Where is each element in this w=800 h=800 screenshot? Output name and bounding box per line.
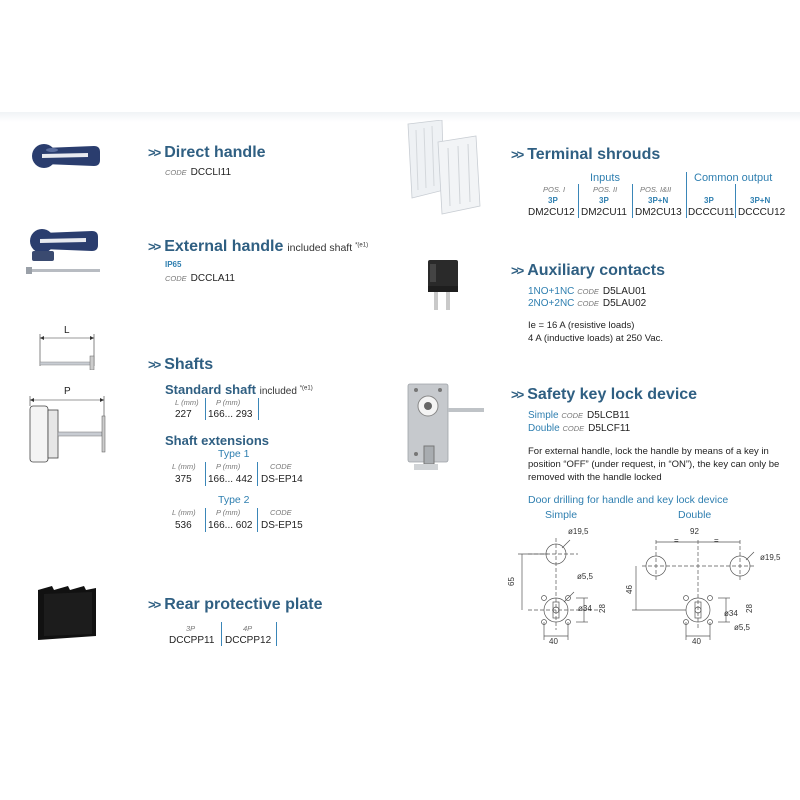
double-dim-h46: 46 <box>624 585 634 594</box>
drilling-simple-label: Simple <box>545 509 578 521</box>
ts-pos-2: POS. II <box>593 185 618 194</box>
type1-code-value: DS-EP14 <box>261 474 303 485</box>
double-dim-w40: 40 <box>692 637 701 646</box>
shafts-title: >> Shafts <box>148 356 214 373</box>
rear-plate-image <box>34 580 100 644</box>
type2-l-label: L (mm) <box>172 508 196 517</box>
simple-dim-d34: ø34 <box>578 604 592 613</box>
aux-contact-image <box>424 258 464 320</box>
key-lock-desc-2: position “OFF” (under request, in “ON”), the key can only be <box>528 459 780 470</box>
key-lock-double: Double CODE D5LCF11 <box>528 423 631 434</box>
simple-dim-d19: ø19,5 <box>568 527 589 536</box>
double-dim-w92: 92 <box>690 527 699 536</box>
direct-handle-code: CODE DCCLI11 <box>165 167 232 178</box>
simple-dim-h65: 65 <box>506 577 516 586</box>
external-handle-code: CODE DCCLA11 <box>165 273 235 284</box>
ts-poles-1: 3P <box>548 196 558 205</box>
rear-plate-title: >> Rear protective plate <box>148 596 323 613</box>
terminal-shrouds-title: >> Terminal shrouds <box>511 146 661 163</box>
key-lock-desc-1: For external handle, lock the handle by means of a key in <box>528 446 769 457</box>
rear-3p-label: 3P <box>186 624 196 633</box>
aux-item-1: 1NO+1NC CODE D5LAU01 <box>528 286 647 297</box>
key-lock-simple: Simple CODE D5LCB11 <box>528 410 630 421</box>
std-p-label: P (mm) <box>216 398 241 407</box>
ts-code-3: DM2CU13 <box>635 207 682 218</box>
simple-dim-w40: 40 <box>549 637 558 646</box>
std-p-value: 166... 293 <box>208 409 253 420</box>
ts-code-1: DM2CU12 <box>528 207 575 218</box>
ts-poles-4: 3P <box>704 196 714 205</box>
rear-3p-code: DCCPP11 <box>169 635 215 646</box>
ip-rating: IP65 <box>165 260 182 269</box>
rear-4p-label: 4P <box>243 624 253 633</box>
double-dim-d34: ø34 <box>724 609 738 618</box>
type2-code-value: DS-EP15 <box>261 520 303 531</box>
shaft-p-diagram <box>26 394 108 466</box>
external-handle-title: >> External handle included shaft $^{*(e1)}$ <box>148 238 369 255</box>
ts-pos-1: POS. I <box>543 185 566 194</box>
common-output-label: Common output <box>694 172 773 184</box>
std-l-label: L (mm) <box>175 398 199 407</box>
simple-drilling-diagram <box>508 522 620 654</box>
type1-l-label: L (mm) <box>172 462 196 471</box>
double-dim-w28: 28 <box>744 604 754 613</box>
drilling-title: Door drilling for handle and key lock device <box>528 494 729 506</box>
type2-label: Type 2 <box>218 494 250 506</box>
double-dim-d19: ø19,5 <box>760 553 781 562</box>
direct-handle-image <box>30 138 102 174</box>
ts-code-4: DCCCU11 <box>688 207 735 218</box>
aux-rating-2: 4 A (inductive loads) at 250 Vac. <box>528 333 664 344</box>
ts-pos-3: POS. I&II <box>640 185 672 194</box>
direct-handle-title: >> Direct handle <box>148 144 266 161</box>
double-drilling-diagram <box>622 522 762 654</box>
ts-poles-5: 3P+N <box>750 196 771 205</box>
aux-item-2: 2NO+2NC CODE D5LAU02 <box>528 298 647 309</box>
type2-p-label: P (mm) <box>216 508 241 517</box>
double-dim-eq-1: = <box>674 536 679 545</box>
external-handle-image <box>26 225 102 277</box>
type1-p-label: P (mm) <box>216 462 241 471</box>
ts-poles-3: 3P+N <box>648 196 669 205</box>
ts-code-5: DCCCU12 <box>738 207 786 218</box>
simple-dim-d55: ø5,5 <box>577 572 594 581</box>
top-band <box>0 112 800 122</box>
type1-label: Type 1 <box>218 448 250 460</box>
drilling-double-label: Double <box>678 509 712 521</box>
terminal-shroud-image <box>402 120 488 216</box>
double-dim-d55: ø5,5 <box>734 623 751 632</box>
type1-l-value: 375 <box>175 474 192 485</box>
simple-dim-w28: 28 <box>597 604 607 613</box>
type2-p-value: 166... 602 <box>208 520 253 531</box>
rear-4p-code: DCCPP12 <box>225 635 272 646</box>
key-lock-image <box>404 380 488 476</box>
std-l-value: 227 <box>175 409 192 420</box>
ts-poles-2: 3P <box>599 196 609 205</box>
aux-rating-1: Ie = 16 A (resistive loads) <box>528 320 635 331</box>
type2-l-value: 536 <box>175 520 192 531</box>
standard-shaft-title: Standard shaft included $^{*(e1)}$ <box>165 382 313 397</box>
ts-code-2: DM2CU11 <box>581 207 627 218</box>
shaft-extensions-title: Shaft extensions <box>165 433 270 448</box>
shaft-p-label: P <box>64 386 71 397</box>
double-dim-eq-2: = <box>714 536 719 545</box>
aux-contacts-title: >> Auxiliary contacts <box>511 262 666 279</box>
type2-code-label: CODE <box>270 508 292 517</box>
key-lock-title: >> Safety key lock device <box>511 386 698 403</box>
inputs-label: Inputs <box>590 172 620 184</box>
key-lock-desc-3: removed with the handle locked <box>528 472 662 483</box>
shaft-l-label: L <box>64 325 70 336</box>
type1-code-label: CODE <box>270 462 292 471</box>
type1-p-value: 166... 442 <box>208 474 253 485</box>
